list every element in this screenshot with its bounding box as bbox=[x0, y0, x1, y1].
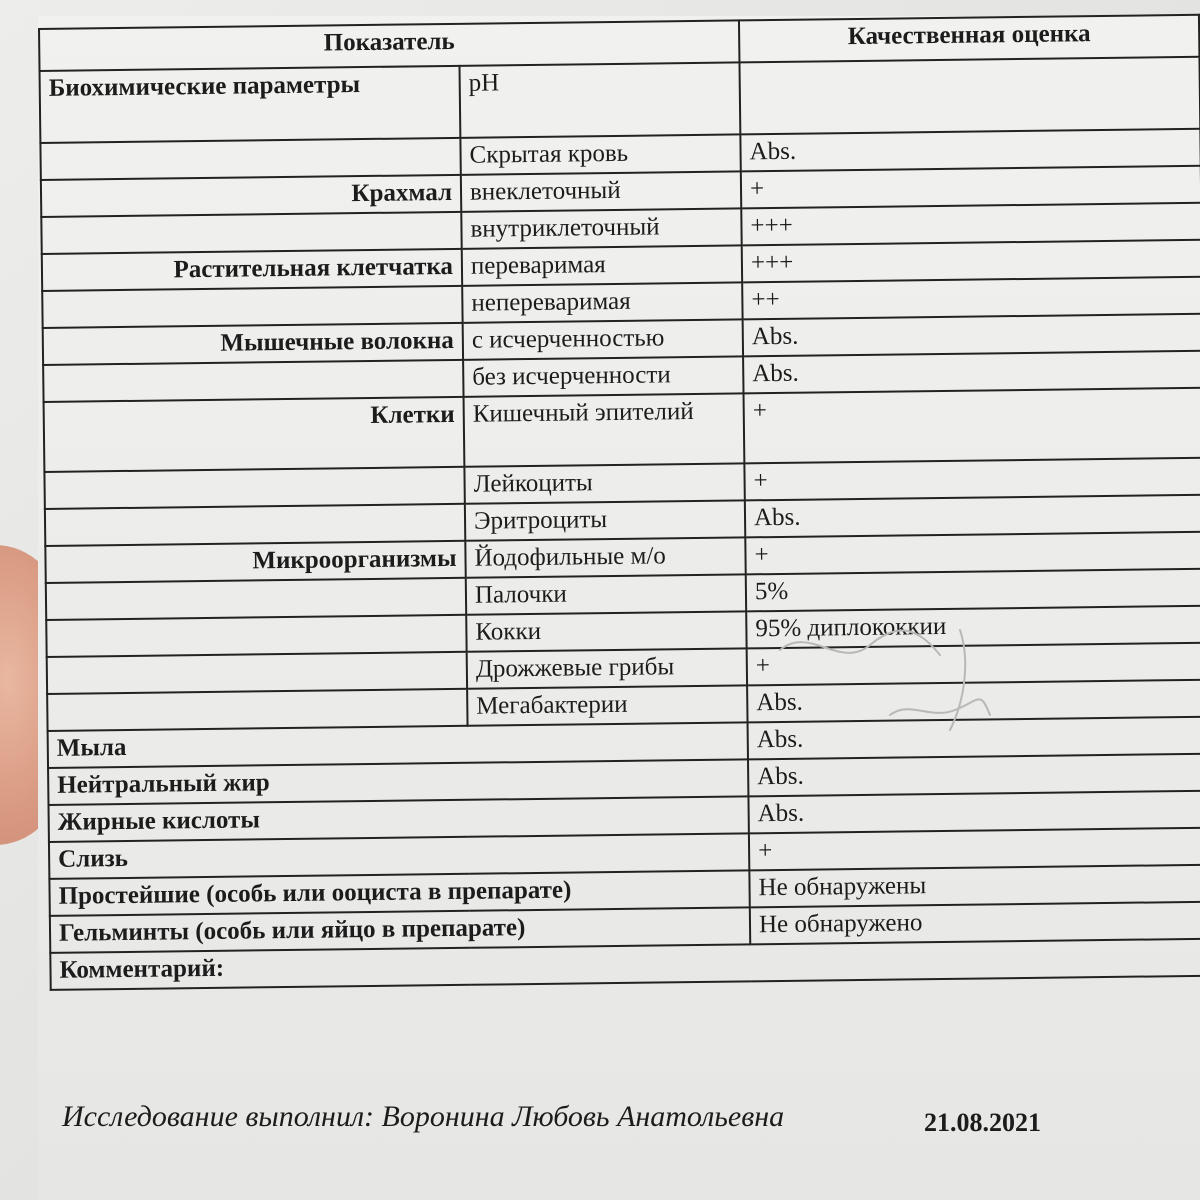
group-cell-empty bbox=[44, 467, 464, 509]
param-cell: Кокки bbox=[466, 611, 746, 651]
value-cell: + bbox=[744, 388, 1200, 464]
value-cell: ++ bbox=[742, 277, 1200, 320]
group-cell-empty bbox=[46, 615, 466, 657]
header-indicator: Показатель bbox=[39, 20, 739, 71]
value-cell bbox=[739, 57, 1200, 135]
stool-analysis-table bbox=[38, 14, 1200, 991]
wide-label: Мыла bbox=[48, 722, 748, 768]
group-cell-empty bbox=[42, 286, 462, 328]
value-cell: + bbox=[744, 458, 1200, 501]
param-cell: внеклеточный bbox=[461, 171, 741, 211]
group-cell-empty bbox=[47, 652, 467, 694]
group-cell-empty bbox=[41, 212, 461, 254]
value-cell: Abs. bbox=[748, 754, 1200, 797]
wide-label: Гельминты (особь или яйцо в препарате) bbox=[50, 907, 750, 953]
value-cell: Abs. bbox=[743, 314, 1200, 357]
value-cell: + bbox=[741, 166, 1200, 209]
performed-by-label: Исследование выполнил bbox=[62, 1100, 365, 1133]
group-biochem: Биохимические параметры bbox=[40, 66, 461, 143]
value-cell: Не обнаружены bbox=[749, 865, 1200, 908]
value-cell: 95% диплококкии bbox=[746, 606, 1200, 649]
param-cell: Скрытая кровь bbox=[460, 134, 740, 174]
group-fiber: Растительная клетчатка bbox=[42, 249, 462, 291]
wide-label: Простейшие (особь или ооциста в препарате) bbox=[49, 870, 749, 916]
group-cell-empty bbox=[40, 138, 460, 180]
performer-name: Воронина Любовь Анатольевна bbox=[381, 1100, 785, 1133]
value-cell: +++ bbox=[741, 203, 1200, 246]
param-cell: Палочки bbox=[466, 574, 746, 614]
value-cell: +++ bbox=[742, 240, 1200, 283]
group-micro: Микроорганизмы bbox=[45, 541, 465, 583]
param-cell: Дрожжевые грибы bbox=[467, 648, 747, 688]
param-cell: Лейкоциты bbox=[464, 463, 744, 503]
param-cell: внутриклеточный bbox=[461, 208, 741, 248]
param-cell: Кишечный эпителий bbox=[464, 393, 745, 466]
param-cell: pH bbox=[459, 62, 740, 137]
group-cell-empty bbox=[43, 360, 463, 402]
value-cell: + bbox=[747, 643, 1200, 686]
value-cell: Abs. bbox=[748, 791, 1200, 834]
param-cell: переваримая bbox=[462, 245, 742, 285]
param-cell: Эритроциты bbox=[465, 500, 745, 540]
value-cell: Abs. bbox=[743, 351, 1200, 394]
param-cell: с исчерченностью bbox=[463, 319, 743, 359]
report-date: 21.08.2021 bbox=[924, 1108, 1041, 1137]
value-cell: Abs. bbox=[745, 495, 1200, 538]
value-cell: Abs. bbox=[740, 129, 1200, 172]
param-cell: непереваримая bbox=[462, 282, 742, 322]
signature-line: Исследование выполнил: Воронина Любовь Анатольевна 21.08.2021 bbox=[62, 1100, 1041, 1137]
value-cell: Abs. bbox=[748, 717, 1200, 760]
group-cell-empty bbox=[45, 504, 465, 546]
group-starch: Крахмал bbox=[41, 175, 461, 217]
value-cell: 5% bbox=[746, 569, 1200, 612]
value-cell: + bbox=[745, 532, 1200, 575]
comment-label: Комментарий: bbox=[50, 939, 1200, 990]
group-cell-empty bbox=[47, 689, 467, 731]
value-cell: + bbox=[749, 828, 1200, 871]
value-cell: Не обнаружено bbox=[750, 902, 1200, 945]
handwritten-scribble bbox=[770, 620, 1000, 750]
wide-label: Нейтральный жир bbox=[48, 759, 748, 805]
wide-label: Жирные кислоты bbox=[48, 796, 748, 842]
header-assessment: Качественная оценка bbox=[739, 15, 1199, 63]
param-cell: Йодофильные м/о bbox=[465, 537, 745, 577]
value-cell: Abs. bbox=[747, 680, 1200, 723]
wide-label: Слизь bbox=[49, 833, 749, 879]
group-cells: Клетки bbox=[44, 397, 465, 472]
param-cell: без исчерченности bbox=[463, 356, 743, 396]
group-cell-empty bbox=[46, 578, 466, 620]
param-cell: Мегабактерии bbox=[467, 685, 747, 725]
group-muscle: Мышечные волокна bbox=[43, 323, 463, 365]
